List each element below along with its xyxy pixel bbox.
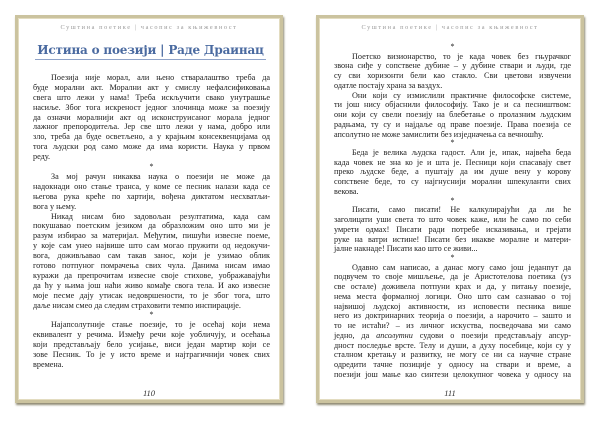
left-page (15, 15, 283, 403)
text-line: подвучем то своје мишљење, да је Аристотелова поетика (уз (334, 272, 571, 282)
text-line: који представљају бело усијање, виси један мартир који се (33, 340, 270, 350)
text-line: Поезија није морал, али њено стваралаштво треба да (51, 73, 270, 82)
text-line: нема места формалној логици. Оно што сам сазнавао о тој (334, 291, 571, 301)
text-line: када човек не зна ко је и шта је. Песници који спасавају свет (334, 157, 571, 167)
article-body (33, 73, 270, 370)
text-line: векова. (334, 186, 359, 196)
section-separator: * (450, 195, 455, 205)
text-line: времена. (33, 360, 64, 370)
text-line: вога, доживљавао сам такав занос, који је узимао облик (33, 251, 270, 261)
running-header: Суштина поетике | часопис за књижевност (361, 24, 539, 31)
text-line: разум избирао за материјал. Међутим, пишући извесне поеме, (33, 231, 270, 241)
paragraph (334, 91, 571, 140)
text-line: буде морални акт. Морални акт у смислу нефалсификовања (33, 82, 270, 92)
text-line: заголицати уши света то што човек каже, или ће само по себи (334, 215, 571, 225)
text-line: За мој рачун никаква наука о поезији не може да (51, 172, 270, 182)
text-line: Поетско визионарство, то је када човек без гњурачког (352, 51, 571, 61)
text-line: дност последње врсте. Телу и души, а духу посебице, који су у (334, 340, 571, 350)
text-line: зло, треба да буде осветљено, а у крајњим консеквенцијама од (33, 132, 270, 142)
text-line: Одавно сам написао, а данас могу само још једанпут да (352, 262, 571, 272)
paragraph (334, 52, 571, 91)
text-line: да ћу у њима још наћи живо комађе свога тела. И ако извесне (33, 280, 270, 290)
text-line: јалне накнаде! Писати као што се живи... (334, 244, 478, 254)
text-line: поезији још мање као синтези целокупног човека у односу на (334, 369, 571, 379)
text-line: највишој људској активности, из исповести песника више (334, 301, 571, 311)
paragraph (33, 320, 270, 369)
section-separator: * (149, 162, 154, 172)
paragraph (334, 205, 571, 254)
text-line: једно, да апсолутни судови о поезији представљају апсур- (334, 330, 571, 340)
text-line: готово потпуног помрачења свих чула. Данима нисам имао (33, 261, 270, 271)
text-line: покушавао поетским језиком да образложим оно што ми је (33, 221, 270, 231)
text-line: него из доктринарних теорија о поезији, а нарочито – зашто и (334, 311, 571, 321)
paragraph (334, 148, 571, 197)
text-line: да означи моралнији акт од исконструисаног морала једног (33, 112, 270, 122)
text-line: свега што лежи у нама! Треба искључити свако унутрашње (33, 92, 270, 102)
text-line: све остале) доживела потпуни крах и да, у питању поезије, (334, 282, 571, 292)
text-line: вога у њему. (33, 201, 77, 211)
text-line: куражи да препрочитам извесне своје стихове, уображавајући (33, 270, 270, 280)
text-line: умрети одмах! Писати ради потребе исказивања, и грејати (334, 224, 571, 234)
section-separator: * (450, 138, 455, 148)
section-separator: * (149, 310, 154, 320)
emphasis: апсолутни (376, 330, 413, 340)
section-separator: * (450, 253, 455, 263)
article-body (334, 43, 571, 380)
text-line: сопствене беде, то су најгнуснији морални шпекуланти свих (334, 177, 571, 187)
text-line: његова рука креће по хартији, вођена диктатом несхватљи- (33, 191, 270, 201)
text-line: Никад нисам био задовољан резултатима, када сам (51, 211, 270, 221)
right-page (316, 15, 584, 403)
text-line: звона сиђе у сопствене дубине – у дубине ствари и људи, где (334, 61, 571, 71)
text-line: надокнади оно стање транса, у коме се песник налази када се (33, 181, 270, 191)
text-line: они који су свели поезију на блебетање о пролазним људским (334, 110, 571, 120)
text-line: ти још нису објаснили философију. Тако је и са песништвом: (334, 100, 571, 110)
text-line: руке на ватри истине! Писати без икакве моралне и матери- (334, 234, 571, 244)
text-line: еквивалент у речима. Између речи које уобличују, и осећања (33, 330, 270, 340)
text-line: реду. (33, 152, 51, 162)
text-line: Писати, само писати! Не калкулирајући да ли ће (352, 205, 571, 215)
paragraph (33, 73, 270, 162)
text-line: насиље. Због тога искреност једног злочинца може за поезију (33, 102, 270, 112)
paragraph (334, 263, 571, 380)
text-line: то не истаћи? – из личног искуства, посведочава ми само (334, 321, 571, 331)
text-line: радњама, ту су и најдаље од праве поезије. Права поезија се (334, 119, 571, 129)
page-number: 110 (142, 388, 156, 398)
text-line: одредити тачне позиције у односу на ствари и време, а (334, 360, 571, 370)
text-line: одатле постају храна за ваздух. (334, 80, 443, 90)
text-line: у које сам унео највише што сам могао пружити од недокучи- (33, 241, 270, 251)
text-line: зове Песник. То је у исто време и најтрагичнији човек свих (33, 350, 270, 360)
running-header: Суштина поетике | часопис за књижевност (60, 24, 238, 31)
text-line: апсолутно не може замислити без изједначења са вечношћу. (334, 129, 544, 139)
text-line: преко људске беде, а пуштају да им душе вену у корову (334, 167, 571, 177)
text-line: Беда је велика људска гадост. Али је, ипак, највећа беда (352, 147, 571, 157)
paragraph (33, 172, 270, 212)
page-number: 111 (444, 388, 456, 398)
text-line: моје песме дају утисак недовршености, то је због тога, што (33, 290, 270, 300)
text-line: Они који су измислили практичне философске системе, (352, 90, 571, 100)
text-line: лажног препородитеља. Јер све што лежи у нама, добро или (33, 122, 270, 132)
article-title: Истина о поезији | Раде Драинац (35, 43, 266, 60)
text-line: Најапсолутније стање поезије, то је осећај који нема (51, 320, 270, 330)
text-line: су сви хоризонти бели као стакло. Сви цветови извучени (334, 71, 571, 81)
paragraph (33, 212, 270, 311)
section-separator: * (450, 42, 455, 51)
text-line: даље нисам смео да следим страховити темпо инспирације. (33, 300, 241, 310)
text-line: сталном кретању и развитку, не могу се ни са научне стране (334, 350, 571, 360)
text-line: тога људски род само може да има користи. Наука у првом (33, 142, 270, 152)
